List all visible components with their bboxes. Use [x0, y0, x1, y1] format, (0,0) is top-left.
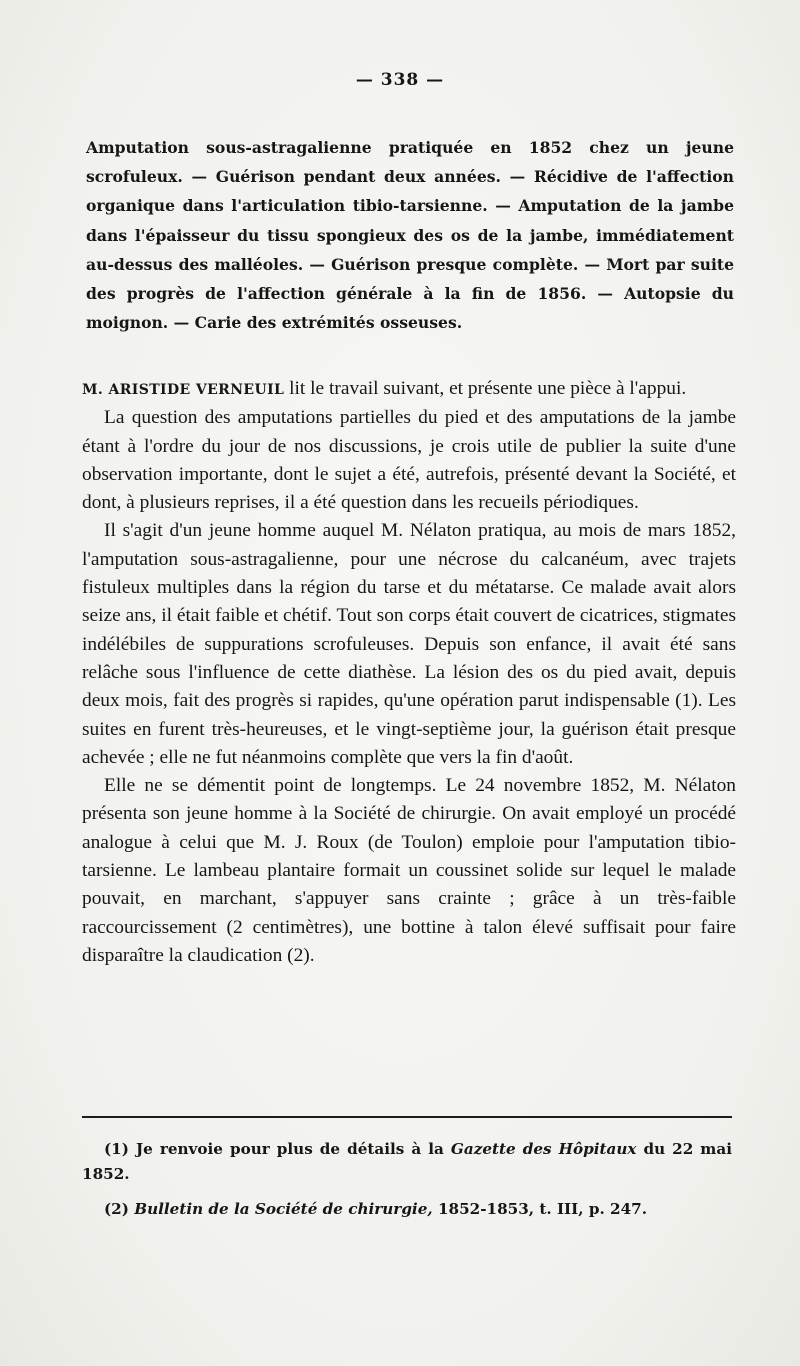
paragraph: Il s'agit d'un jeune homme auquel M. Nélaton pratiqua, au mois de mars 1852, l'amputation sous-astragalienne, pour une nécrose du calcanéum, avec trajets fistuleux multiples dans la région du tarse et du métatarse. Ce malade avait alors seize ans, il était faible et chétif. Tout son corps était couvert de cicatrices, stigmates indélébiles de suppurations scrofuleuses. Depuis son enfance, il avait été sans relâche sous l'influence de cette diathèse. La lésion des os du pied avait, depuis deux mois, fait des progrès si rapides, qu'une opération parut indispensable (1). Les suites en furent très-heureuses, et le vingt-septième jour, la guérison était presque achevée ; elle ne fut néanmoins complète que vers la fin d'août.: [82, 520, 736, 768]
footnote-2-marker: (2): [104, 1200, 135, 1218]
footnote-divider: [82, 1116, 732, 1118]
footnote-2: [82, 1197, 732, 1222]
footnotes: [82, 1137, 732, 1232]
page-number: — 338 —: [355, 70, 445, 90]
intro-text: lit le travail suivant, et présente une pièce à l'appui.: [284, 378, 687, 399]
footnote-2-journal: Bulletin de la Société de chirurgie,: [134, 1200, 433, 1218]
author-name: M. ARISTIDE VERNEUIL: [82, 382, 285, 398]
body-text: [82, 375, 736, 970]
section-heading: Amputation sous-astragalienne pratiquée en 1852 chez un jeune scrofuleux. — Guérison pendant deux années. — Récidive de l'affection organique dans l'articulation tibio-tarsienne. — Amputation de la jambe dans l'épaisseur du tissu spongieux des os de la jambe, immédiatement au-dessus des malléoles. — Guérison presque complète. — Mort par suite des progrès de l'affection générale à la fin de 1856. — Autopsie du moignon. — Carie des extrémités osseuses.: [86, 138, 734, 333]
paragraph: La question des amputations partielles du pied et des amputations de la jambe étant à l'ordre du jour de nos discussions, je crois utile de publier la suite d'une observation importante, dont le sujet a été, autrefois, présenté devant la Société, et dont, à plusieurs reprises, il a été question dans les recueils périodiques.: [82, 407, 736, 514]
footnote-2-reference: 1852-1853, t. III, p. 247.: [432, 1200, 648, 1218]
footnote-1-text: (1) Je renvoie pour plus de détails à la: [104, 1140, 451, 1158]
paragraph: Elle ne se démentit point de longtemps. Le 24 novembre 1852, M. Nélaton présenta son jeune homme à la Société de chirurgie. On avait employé un procédé analogue à celui que M. J. Roux (de Toulon) emploie pour l'amputation tibio-tarsienne. Le lambeau plantaire formait un coussinet solide sur lequel le malade pouvait, en marchant, s'appuyer sans crainte ; grâce à un très-faible raccourcissement (2 centimètres), une bottine à talon élevé suffisait pour faire disparaître la claudication (2).: [82, 775, 736, 966]
footnote-1-date: du 22 mai 1852.: [82, 1140, 732, 1183]
intro-paragraph: [82, 375, 736, 404]
footnote-1: [82, 1137, 732, 1187]
footnote-1-journal: Gazette des Hôpitaux: [450, 1140, 637, 1158]
